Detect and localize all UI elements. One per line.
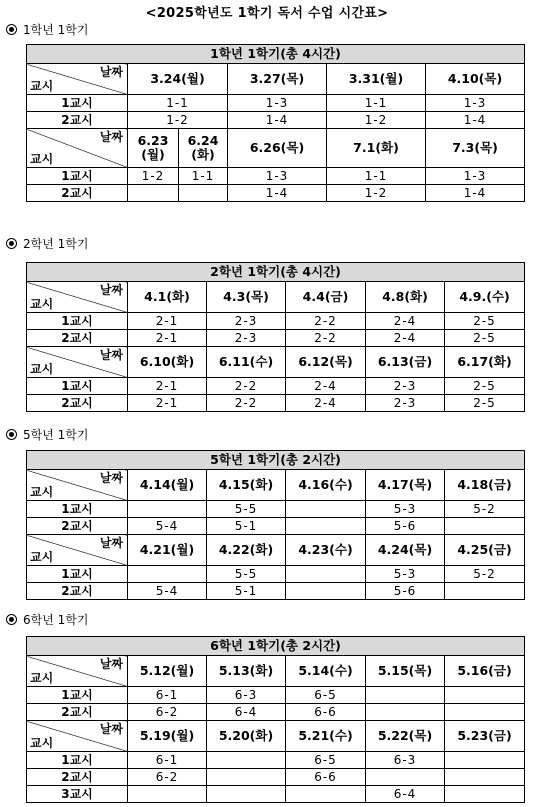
timetable-grade2 xyxy=(26,262,525,412)
class-cell: 1-2 xyxy=(128,112,228,129)
table-row xyxy=(27,378,525,395)
class-cell: 1-2 xyxy=(128,168,179,185)
radio-bullet-icon xyxy=(6,24,17,35)
date-header: 5.12(월) xyxy=(128,656,207,687)
diagonal-header-cell xyxy=(27,347,128,378)
class-cell xyxy=(286,566,366,583)
class-cell: 5-6 xyxy=(366,518,445,535)
page-title: <2025학년도 1학기 독서 수업 시간표> xyxy=(145,6,389,21)
header-period-label: 교시 xyxy=(30,152,54,166)
class-cell: 2-2 xyxy=(286,330,366,347)
header-date-label: 날짜 xyxy=(99,130,123,144)
timetable-grade1 xyxy=(26,44,525,202)
class-cell: 6-5 xyxy=(286,752,366,769)
section-label-grade5 xyxy=(6,426,88,443)
timetable-grade6 xyxy=(26,636,525,803)
class-cell: 5-2 xyxy=(445,566,525,583)
class-cell xyxy=(445,583,525,600)
table-row xyxy=(27,566,525,583)
class-cell: 2-1 xyxy=(128,395,207,412)
table-row xyxy=(27,185,525,202)
radio-bullet-icon xyxy=(6,238,17,249)
date-header: 5.19(월) xyxy=(128,721,207,752)
date-header: 7.3(목) xyxy=(426,129,525,168)
date-header: 4.16(수) xyxy=(286,470,366,501)
diagonal-header-cell xyxy=(27,721,128,752)
date-header: 4.14(월) xyxy=(128,470,207,501)
class-cell xyxy=(128,501,207,518)
date-header-day: 6.24 xyxy=(187,133,219,148)
class-cell: 1-4 xyxy=(228,112,327,129)
date-header: 6.13(금) xyxy=(366,347,445,378)
date-header: 4.18(금) xyxy=(445,470,525,501)
class-cell: 1-3 xyxy=(228,95,327,112)
class-cell: 2-3 xyxy=(366,378,445,395)
class-cell: 2-1 xyxy=(128,313,207,330)
class-cell: 1-4 xyxy=(426,112,525,129)
class-cell: 1-2 xyxy=(327,185,426,202)
class-cell: 2-3 xyxy=(366,395,445,412)
class-cell: 1-1 xyxy=(179,168,228,185)
table-row xyxy=(27,583,525,600)
class-cell: 5-1 xyxy=(207,518,286,535)
date-header: 4.22(화) xyxy=(207,535,286,566)
table-row xyxy=(27,518,525,535)
table-caption: 2학년 1학기(총 4시간) xyxy=(27,263,525,282)
class-cell xyxy=(207,752,286,769)
class-cell xyxy=(286,501,366,518)
section-label-grade1 xyxy=(6,21,88,38)
period-label: 1교시 xyxy=(27,687,128,704)
header-period-label: 교시 xyxy=(30,736,54,750)
header-date-label: 날짜 xyxy=(99,536,123,550)
radio-bullet-icon xyxy=(6,614,17,625)
period-label: 2교시 xyxy=(27,704,128,721)
date-header: 3.27(목) xyxy=(228,64,327,95)
period-label: 2교시 xyxy=(27,518,128,535)
class-cell: 5-5 xyxy=(207,566,286,583)
period-label: 2교시 xyxy=(27,583,128,600)
class-cell: 1-1 xyxy=(327,95,426,112)
date-header: 5.23(금) xyxy=(445,721,525,752)
date-header: 4.15(화) xyxy=(207,470,286,501)
class-cell: 1-4 xyxy=(426,185,525,202)
table-caption: 1학년 1학기(총 4시간) xyxy=(27,45,525,64)
class-cell: 2-2 xyxy=(207,378,286,395)
date-header: 4.4(금) xyxy=(286,282,366,313)
class-cell xyxy=(128,786,207,803)
section-label-text: 2학년 1학기 xyxy=(23,237,89,251)
table-row xyxy=(27,786,525,803)
class-cell: 2-1 xyxy=(128,378,207,395)
table-row xyxy=(27,501,525,518)
class-cell: 2-4 xyxy=(286,378,366,395)
date-header-day: 6.23 xyxy=(137,133,169,148)
header-period-label: 교시 xyxy=(30,297,54,311)
class-cell: 2-4 xyxy=(286,395,366,412)
class-cell xyxy=(179,185,228,202)
table-row xyxy=(27,395,525,412)
class-cell: 1-3 xyxy=(228,168,327,185)
date-header: 6.12(목) xyxy=(286,347,366,378)
header-period-label: 교시 xyxy=(30,550,54,564)
period-label: 3교시 xyxy=(27,786,128,803)
date-header: 6.11(수) xyxy=(207,347,286,378)
class-cell: 6-1 xyxy=(128,687,207,704)
class-cell: 6-4 xyxy=(366,786,445,803)
date-header-weekday: (월) xyxy=(141,147,165,162)
table-row xyxy=(27,112,525,129)
class-cell: 2-5 xyxy=(445,313,525,330)
class-cell: 5-4 xyxy=(128,583,207,600)
diagonal-header-cell xyxy=(27,64,128,95)
date-header xyxy=(179,129,228,168)
class-cell: 6-1 xyxy=(128,752,207,769)
class-cell: 6-4 xyxy=(207,704,286,721)
header-date-label: 날짜 xyxy=(99,471,123,485)
class-cell xyxy=(128,185,179,202)
date-header: 4.24(목) xyxy=(366,535,445,566)
period-label: 1교시 xyxy=(27,378,128,395)
date-header xyxy=(128,129,179,168)
section-label-text: 1학년 1학기 xyxy=(23,23,89,37)
date-header: 5.20(화) xyxy=(207,721,286,752)
date-header: 7.1(화) xyxy=(327,129,426,168)
date-header: 4.17(목) xyxy=(366,470,445,501)
table-row xyxy=(27,704,525,721)
date-header: 3.31(월) xyxy=(327,64,426,95)
table-row xyxy=(27,687,525,704)
period-label: 2교시 xyxy=(27,330,128,347)
class-cell: 6-5 xyxy=(286,687,366,704)
date-header: 4.9.(수) xyxy=(445,282,525,313)
table-row xyxy=(27,752,525,769)
header-date-label: 날짜 xyxy=(99,283,123,297)
date-header: 4.25(금) xyxy=(445,535,525,566)
diagonal-header-cell xyxy=(27,656,128,687)
class-cell xyxy=(207,769,286,786)
period-label: 2교시 xyxy=(27,769,128,786)
class-cell xyxy=(445,704,525,721)
date-header: 4.10(목) xyxy=(426,64,525,95)
date-header-weekday: (화) xyxy=(191,147,215,162)
class-cell: 2-5 xyxy=(445,330,525,347)
table-row xyxy=(27,330,525,347)
header-date-label: 날짜 xyxy=(99,348,123,362)
date-header: 6.17(화) xyxy=(445,347,525,378)
class-cell: 5-1 xyxy=(207,583,286,600)
period-label: 1교시 xyxy=(27,168,128,185)
table-row xyxy=(27,313,525,330)
diagonal-header-cell xyxy=(27,282,128,313)
date-header: 5.14(수) xyxy=(286,656,366,687)
date-header: 4.21(월) xyxy=(128,535,207,566)
date-header: 3.24(월) xyxy=(128,64,228,95)
header-period-label: 교시 xyxy=(30,485,54,499)
period-label: 2교시 xyxy=(27,112,128,129)
class-cell: 6-3 xyxy=(366,752,445,769)
class-cell xyxy=(445,769,525,786)
table-caption: 6학년 1학기(총 2시간) xyxy=(27,637,525,656)
period-label: 1교시 xyxy=(27,313,128,330)
class-cell: 6-2 xyxy=(128,769,207,786)
date-header: 5.21(수) xyxy=(286,721,366,752)
date-header: 4.23(수) xyxy=(286,535,366,566)
class-cell xyxy=(128,566,207,583)
section-label-grade2 xyxy=(6,235,88,252)
diagonal-header-cell xyxy=(27,535,128,566)
class-cell xyxy=(366,687,445,704)
class-cell: 6-3 xyxy=(207,687,286,704)
class-cell xyxy=(445,687,525,704)
class-cell: 1-1 xyxy=(128,95,228,112)
class-cell: 1-1 xyxy=(327,168,426,185)
class-cell: 6-6 xyxy=(286,704,366,721)
class-cell: 2-2 xyxy=(207,395,286,412)
period-label: 1교시 xyxy=(27,566,128,583)
class-cell: 2-4 xyxy=(366,313,445,330)
class-cell: 1-4 xyxy=(228,185,327,202)
class-cell xyxy=(366,704,445,721)
table-row xyxy=(27,168,525,185)
section-label-grade6 xyxy=(6,611,88,628)
date-header: 6.10(화) xyxy=(128,347,207,378)
class-cell: 2-3 xyxy=(207,313,286,330)
class-cell: 1-2 xyxy=(327,112,426,129)
date-header: 5.22(목) xyxy=(366,721,445,752)
class-cell xyxy=(445,786,525,803)
table-row xyxy=(27,95,525,112)
class-cell: 1-3 xyxy=(426,95,525,112)
radio-bullet-icon xyxy=(6,429,17,440)
class-cell xyxy=(445,752,525,769)
class-cell: 2-4 xyxy=(366,330,445,347)
class-cell: 2-1 xyxy=(128,330,207,347)
period-label: 2교시 xyxy=(27,185,128,202)
section-label-text: 5학년 1학기 xyxy=(23,428,89,442)
period-label: 1교시 xyxy=(27,752,128,769)
date-header: 5.15(목) xyxy=(366,656,445,687)
class-cell xyxy=(286,518,366,535)
class-cell: 5-3 xyxy=(366,501,445,518)
diagonal-header-cell xyxy=(27,129,128,168)
date-header: 6.26(목) xyxy=(228,129,327,168)
table-caption: 5학년 1학기(총 2시간) xyxy=(27,451,525,470)
period-label: 2교시 xyxy=(27,395,128,412)
class-cell: 5-4 xyxy=(128,518,207,535)
class-cell: 2-3 xyxy=(207,330,286,347)
date-header: 4.8(화) xyxy=(366,282,445,313)
section-label-text: 6학년 1학기 xyxy=(23,613,89,627)
class-cell: 6-6 xyxy=(286,769,366,786)
class-cell: 2-5 xyxy=(445,395,525,412)
class-cell: 5-6 xyxy=(366,583,445,600)
header-period-label: 교시 xyxy=(30,79,54,93)
class-cell xyxy=(207,786,286,803)
date-header: 5.13(화) xyxy=(207,656,286,687)
class-cell: 5-5 xyxy=(207,501,286,518)
date-header: 5.16(금) xyxy=(445,656,525,687)
header-date-label: 날짜 xyxy=(99,657,123,671)
header-period-label: 교시 xyxy=(30,362,54,376)
class-cell: 1-3 xyxy=(426,168,525,185)
class-cell xyxy=(286,583,366,600)
period-label: 1교시 xyxy=(27,95,128,112)
class-cell: 6-2 xyxy=(128,704,207,721)
class-cell xyxy=(445,518,525,535)
header-date-label: 날짜 xyxy=(99,722,123,736)
date-header: 4.1(화) xyxy=(128,282,207,313)
class-cell: 5-3 xyxy=(366,566,445,583)
period-label: 1교시 xyxy=(27,501,128,518)
diagonal-header-cell xyxy=(27,470,128,501)
class-cell: 2-2 xyxy=(286,313,366,330)
date-header: 4.3(목) xyxy=(207,282,286,313)
class-cell xyxy=(366,769,445,786)
class-cell xyxy=(286,786,366,803)
header-date-label: 날짜 xyxy=(99,65,123,79)
class-cell: 5-2 xyxy=(445,501,525,518)
timetable-grade5 xyxy=(26,450,525,600)
class-cell: 2-5 xyxy=(445,378,525,395)
header-period-label: 교시 xyxy=(30,671,54,685)
table-row xyxy=(27,769,525,786)
